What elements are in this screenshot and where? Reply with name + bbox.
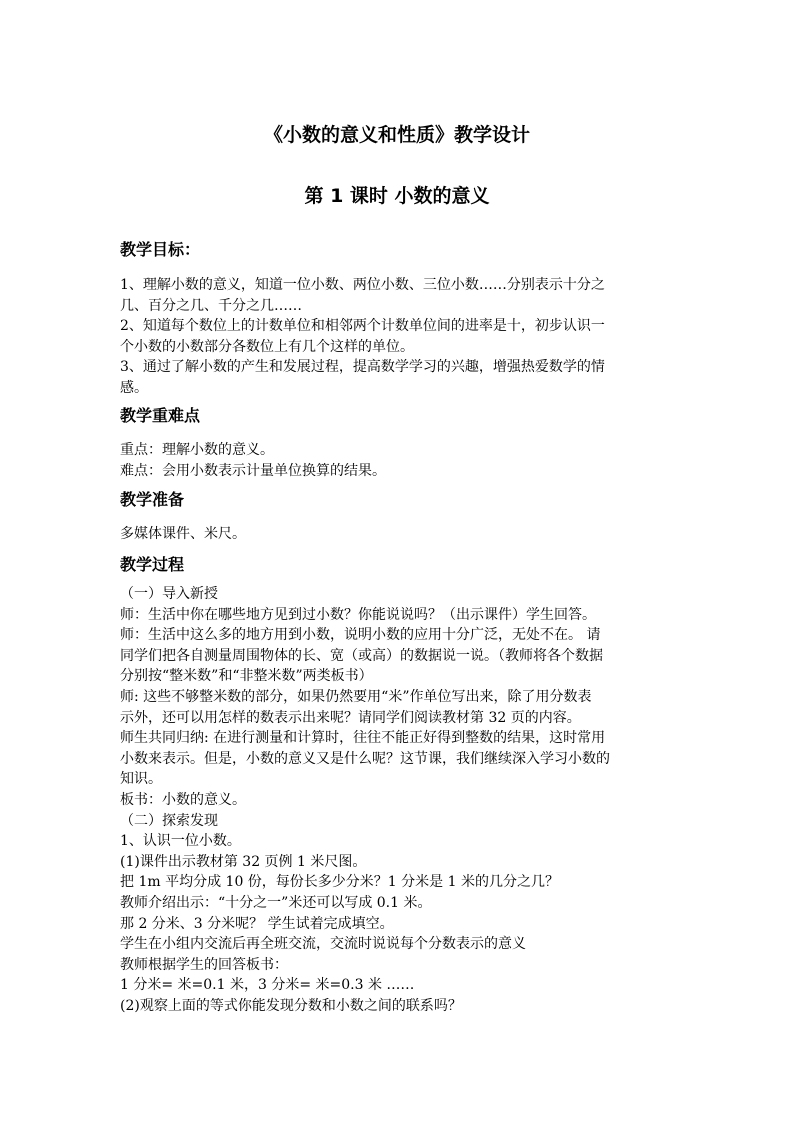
preparation-heading: 教学准备 — [120, 490, 185, 509]
process-line: (2)观察上面的等式你能发现分数和小数之间的联系吗？ — [120, 997, 462, 1014]
process-line: 师：生活中你在哪些地方见到过小数？你能说说吗？（出示课件）学生回答。 — [120, 606, 596, 623]
process-line: 师: 这些不够整米数的部分，如果仍然要用“米”作单位写出来，除了用分数表 — [120, 688, 592, 705]
process-line: 示外，还可以用怎样的数表示出来呢？请同学们阅读教材第 32 页的内容。 — [120, 709, 581, 726]
process-line: 师：生活中这么多的地方用到小数，说明小数的应用十分广泛，无处不在。 请 — [120, 627, 601, 644]
process-line: （一）导入新授 — [120, 586, 218, 602]
process-line: （二）探索发现 — [120, 812, 218, 829]
document-title: 《小数的意义和性质》教学设计 — [263, 124, 530, 146]
process-line: 教师介绍出示：“十分之一”米还可以写成 0.1 米。 — [120, 894, 432, 911]
objectives-heading: 教学目标： — [120, 240, 201, 259]
preparation-line: 多媒体课件、米尺。 — [120, 526, 246, 542]
keypoint-line: 难点：会用小数表示计量单位换算的结果。 — [120, 462, 386, 479]
objective-line: 几、百分之几、千分之几…… — [120, 297, 302, 314]
objective-line: 1、理解小数的意义，知道一位小数、两位小数、三位小数……分别表示十分之 — [120, 277, 605, 293]
process-line: 知识。 — [120, 771, 162, 788]
preparation-section — [120, 524, 680, 545]
process-heading: 教学过程 — [120, 555, 185, 574]
process-line: (1)课件出示教材第 32 页例 1 米尺图。 — [120, 853, 367, 870]
process-line: 同学们把各自测量周围物体的长、宽（或高）的数据说一说。（教师将各个数据 — [120, 647, 603, 664]
objective-line: 2、知道每个数位上的计数单位和相邻两个计数单位间的进率是十，初步认识一 — [120, 318, 605, 335]
process-line: 板书：小数的意义。 — [120, 791, 246, 808]
process-line: 小数来表示。但是，小数的意义又是什么呢？这节课，我们继续深入学习小数的 — [120, 750, 610, 767]
objective-line: 感。 — [120, 379, 148, 396]
keypoint-line: 重点：理解小数的意义。 — [120, 442, 274, 458]
process-line: 学生在小组内交流后再全班交流，交流时说说每个分数表示的意义 — [120, 936, 526, 953]
objective-line: 3、通过了解小数的产生和发展过程，提高数学学习的兴趣，增强热爱数学的情 — [120, 359, 605, 376]
process-line: 把 1m 平均分成 10 份，每份长多少分米？1 分米是 1 米的几分之几？ — [120, 874, 559, 891]
lesson-subtitle: 第 1 课时 小数的意义 — [304, 185, 490, 207]
objective-line: 个小数的小数部分各数位上有几个这样的单位。 — [120, 338, 414, 355]
process-line: 1 分米= 米=0.1 米，3 分米= 米=0.3 米 …… — [120, 977, 415, 994]
process-line: 1、认识一位小数。 — [120, 833, 241, 850]
keypoints-heading: 教学重难点 — [120, 406, 201, 425]
process-line: 师生共同归纳: 在进行测量和计算时，往往不能正好得到整数的结果，这时常用 — [120, 730, 606, 747]
objectives-section — [120, 275, 680, 399]
process-line: 那 2 分米、3 分米呢？ 学生试着完成填空。 — [120, 915, 394, 932]
process-section — [120, 584, 680, 1016]
keypoints-section — [120, 440, 680, 481]
process-line: 分别按“整米数”和“非整米数”两类板书） — [120, 668, 373, 685]
process-line: 教师根据学生的回答板书： — [120, 956, 288, 973]
